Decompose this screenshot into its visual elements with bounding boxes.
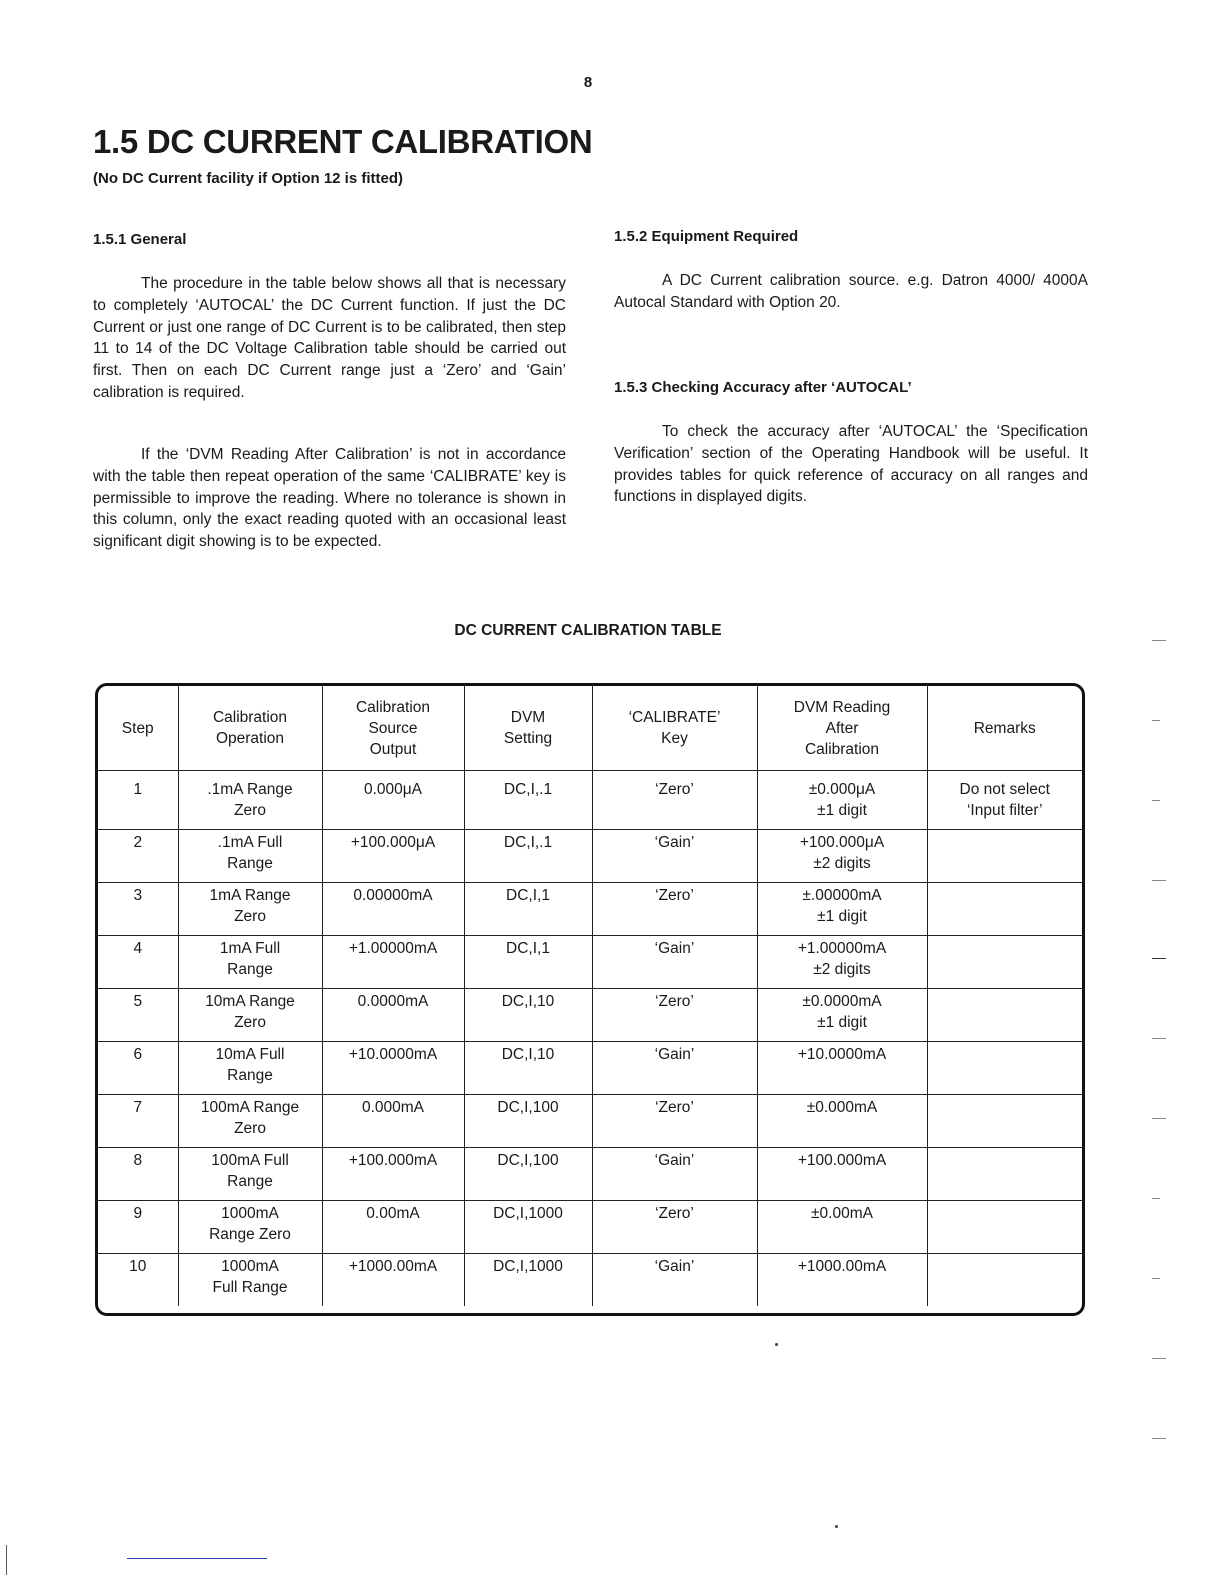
- cell-source: +1.00000mA: [322, 936, 464, 989]
- table-row: [98, 1095, 1082, 1148]
- accuracy-paragraph: To check the accuracy after ‘AUTOCAL’ the ‘Specification Verification’ section of the Operating Handbook will be useful. It provides tables for quick reference of accuracy on all ranges and functions in displayed digits.: [614, 423, 1088, 506]
- cell-reading: ±0.0000mA ±1 digit: [757, 989, 927, 1042]
- margin-mark: [1152, 958, 1166, 959]
- cell-dvm-setting: DC,I,1000: [464, 1254, 592, 1307]
- cell-dvm-setting: DC,I,1000: [464, 1201, 592, 1254]
- cell-source: +10.0000mA: [322, 1042, 464, 1095]
- header-step: Step: [98, 686, 178, 771]
- cell-step: 8: [98, 1148, 178, 1201]
- table-row: [98, 1148, 1082, 1201]
- cell-source: 0.00mA: [322, 1201, 464, 1254]
- cell-key: ‘Zero’: [592, 1201, 757, 1254]
- margin-mark: [1152, 640, 1166, 641]
- table-row: [98, 936, 1082, 989]
- cell-remarks: [927, 1095, 1082, 1148]
- page-number: 8: [583, 74, 593, 91]
- cell-key: ‘Gain’: [592, 1148, 757, 1201]
- table-body: [98, 771, 1082, 1307]
- cell-key: ‘Gain’: [592, 936, 757, 989]
- cell-step: 3: [98, 883, 178, 936]
- scan-dot: [775, 1343, 778, 1346]
- margin-mark: [1152, 800, 1160, 801]
- cell-source: +1000.00mA: [322, 1254, 464, 1307]
- cell-remarks: [927, 1254, 1082, 1307]
- cell-source: 0.000mA: [322, 1095, 464, 1148]
- page-edge-mark: [6, 1545, 7, 1575]
- margin-mark: [1152, 880, 1166, 881]
- cell-source: 0.00000mA: [322, 883, 464, 936]
- margin-mark: [1152, 1438, 1166, 1439]
- page-title: 1.5 DC CURRENT CALIBRATION: [93, 123, 593, 160]
- cell-key: ‘Zero’: [592, 989, 757, 1042]
- table-row: [98, 830, 1082, 883]
- cell-source: 0.000μA: [322, 771, 464, 830]
- cell-source: 0.0000mA: [322, 989, 464, 1042]
- table-row: [98, 1254, 1082, 1307]
- header-key: ‘CALIBRATE’ Key: [592, 686, 757, 771]
- calibration-table-frame: [95, 683, 1085, 1316]
- cell-remarks: [927, 830, 1082, 883]
- cell-reading: +10.0000mA: [757, 1042, 927, 1095]
- cell-source: +100.000μA: [322, 830, 464, 883]
- cell-step: 10: [98, 1254, 178, 1307]
- cell-step: 1: [98, 771, 178, 830]
- cell-key: ‘Zero’: [592, 1095, 757, 1148]
- cell-operation: 100mA Full Range: [178, 1148, 322, 1201]
- cell-reading: +1.00000mA ±2 digits: [757, 936, 927, 989]
- cell-dvm-setting: DC,I,1: [464, 883, 592, 936]
- cell-operation: 1mA Full Range: [178, 936, 322, 989]
- cell-reading: ±.00000mA ±1 digit: [757, 883, 927, 936]
- margin-mark: [1152, 1358, 1166, 1359]
- table-row: [98, 771, 1082, 830]
- cell-remarks: [927, 1201, 1082, 1254]
- accuracy-heading: 1.5.3 Checking Accuracy after ‘AUTOCAL’: [614, 379, 912, 396]
- cell-step: 5: [98, 989, 178, 1042]
- table-row: [98, 1201, 1082, 1254]
- cell-operation: 1000mA Full Range: [178, 1254, 322, 1307]
- cell-operation: 1mA Range Zero: [178, 883, 322, 936]
- cell-reading: +1000.00mA: [757, 1254, 927, 1307]
- header-source: Calibration Source Output: [322, 686, 464, 771]
- cell-remarks: [927, 989, 1082, 1042]
- cell-dvm-setting: DC,I,.1: [464, 771, 592, 830]
- cell-key: ‘Gain’: [592, 1254, 757, 1307]
- cell-remarks: [927, 1148, 1082, 1201]
- cell-step: 7: [98, 1095, 178, 1148]
- table-row: [98, 883, 1082, 936]
- cell-operation: 10mA Full Range: [178, 1042, 322, 1095]
- table-row: [98, 989, 1082, 1042]
- cell-remarks: [927, 1042, 1082, 1095]
- margin-mark: [1152, 1118, 1166, 1119]
- cell-dvm-setting: DC,I,10: [464, 989, 592, 1042]
- cell-remarks: [927, 883, 1082, 936]
- cell-key: ‘Gain’: [592, 830, 757, 883]
- equipment-paragraph: A DC Current calibration source. e.g. Datron 4000/ 4000A Autocal Standard with Option 20.: [614, 272, 1088, 311]
- scan-dot: [835, 1525, 838, 1528]
- cell-remarks: [927, 936, 1082, 989]
- cell-operation: .1mA Range Zero: [178, 771, 322, 830]
- margin-mark: [1152, 1038, 1166, 1039]
- cell-dvm-setting: DC,I,100: [464, 1095, 592, 1148]
- cell-operation: 10mA Range Zero: [178, 989, 322, 1042]
- cell-operation: 100mA Range Zero: [178, 1095, 322, 1148]
- equipment-heading: 1.5.2 Equipment Required: [614, 228, 799, 245]
- table-title: DC CURRENT CALIBRATION TABLE: [454, 622, 722, 639]
- cell-reading: ±0.00mA: [757, 1201, 927, 1254]
- margin-mark: [1152, 1198, 1160, 1199]
- margin-mark: [1152, 720, 1160, 721]
- header-reading: DVM Reading After Calibration: [757, 686, 927, 771]
- cell-dvm-setting: DC,I,10: [464, 1042, 592, 1095]
- cell-step: 9: [98, 1201, 178, 1254]
- general-paragraph-2: If the ‘DVM Reading After Calibration’ is not in accordance with the table then repeat operation of the same ‘CALIBRATE’ key is permissible to improve the reading. Where no tolerance is shown in this column, only the exact reading quoted with an occasional least significant digit showing is to be expected.: [93, 446, 566, 551]
- cell-dvm-setting: DC,I,1: [464, 936, 592, 989]
- cell-operation: 1000mA Range Zero: [178, 1201, 322, 1254]
- header-dvm-setting: DVM Setting: [464, 686, 592, 771]
- table-header-row: [98, 686, 1082, 771]
- cell-dvm-setting: DC,I,100: [464, 1148, 592, 1201]
- cell-reading: ±0.000μA ±1 digit: [757, 771, 927, 830]
- header-operation: Calibration Operation: [178, 686, 322, 771]
- general-heading: 1.5.1 General: [93, 231, 187, 248]
- header-remarks: Remarks: [927, 686, 1082, 771]
- cell-step: 2: [98, 830, 178, 883]
- cell-dvm-setting: DC,I,.1: [464, 830, 592, 883]
- cell-step: 6: [98, 1042, 178, 1095]
- cell-operation: .1mA Full Range: [178, 830, 322, 883]
- footer-rule: [127, 1558, 267, 1559]
- page-subtitle: (No DC Current facility if Option 12 is fitted): [93, 170, 404, 187]
- cell-key: ‘Zero’: [592, 883, 757, 936]
- cell-reading: +100.000mA: [757, 1148, 927, 1201]
- table-row: [98, 1042, 1082, 1095]
- cell-source: +100.000mA: [322, 1148, 464, 1201]
- cell-key: ‘Gain’: [592, 1042, 757, 1095]
- calibration-table: [98, 686, 1082, 1306]
- general-paragraph-1: The procedure in the table below shows all that is necessary to completely ‘AUTOCAL’ the DC Current function. If just the DC Current or just one range of DC Current is to be calibrated, then step 11 to 14 of the DC Voltage Calibration table should be carried out first. Then on each DC Current range just a ‘Zero’ and ‘Gain’ calibration is required.: [93, 275, 566, 401]
- cell-reading: +100.000μA ±2 digits: [757, 830, 927, 883]
- cell-reading: ±0.000mA: [757, 1095, 927, 1148]
- cell-remarks: Do not select ‘Input filter’: [927, 771, 1082, 830]
- cell-key: ‘Zero’: [592, 771, 757, 830]
- cell-step: 4: [98, 936, 178, 989]
- margin-mark: [1152, 1278, 1160, 1279]
